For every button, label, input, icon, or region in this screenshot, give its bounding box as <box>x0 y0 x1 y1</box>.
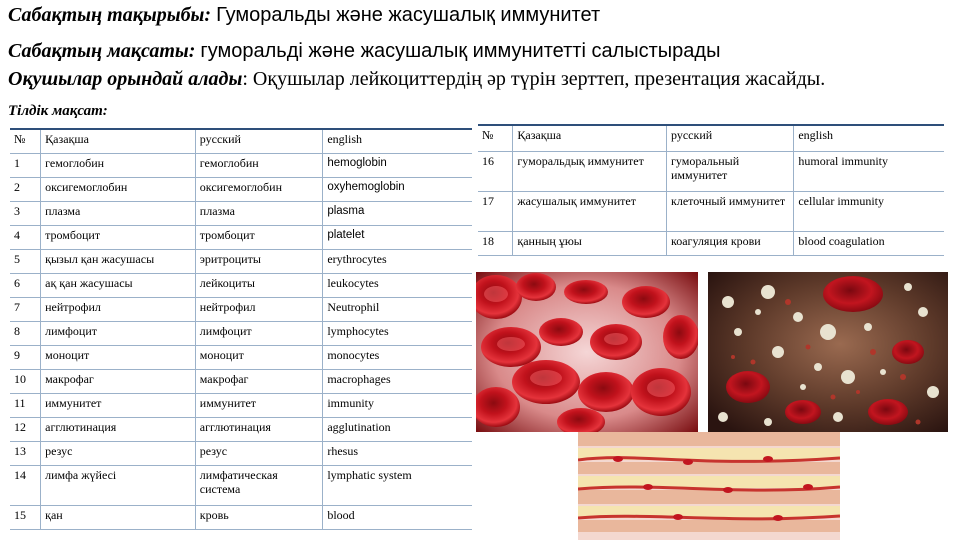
language-goal-label: Тілдік мақсат: <box>8 103 108 119</box>
cell-kazakh: моноцит <box>41 345 196 369</box>
table-row <box>10 273 472 297</box>
col-header-ru: русский <box>195 129 323 153</box>
cell-english: agglutination <box>323 417 472 441</box>
cell-english: plasma <box>323 201 472 225</box>
table-row <box>10 393 472 417</box>
cell-russian: лейкоциты <box>195 273 323 297</box>
cell-russian: коагуляция крови <box>667 231 794 255</box>
cell-number: 11 <box>10 393 41 417</box>
vocabulary-table-right <box>478 124 944 256</box>
cell-kazakh: лимфоцит <box>41 321 196 345</box>
cell-russian: кровь <box>195 505 323 529</box>
cell-english: rhesus <box>323 441 472 465</box>
cell-russian: оксигемоглобин <box>195 177 323 201</box>
table-row <box>10 177 472 201</box>
cell-english: monocytes <box>323 345 472 369</box>
cell-russian: тромбоцит <box>195 225 323 249</box>
cell-english: immunity <box>323 393 472 417</box>
lesson-topic-label: Сабақтың тақырыбы: <box>8 4 212 26</box>
lesson-goal-text: гуморальді және жасушалық иммунитетті салыстырады <box>200 40 721 62</box>
cell-english: cellular immunity <box>794 191 944 231</box>
cell-kazakh: қызыл қан жасушасы <box>41 249 196 273</box>
cell-kazakh: қанның ұюы <box>513 231 667 255</box>
cell-english: leukocytes <box>323 273 472 297</box>
muscle-fibers-image <box>578 432 840 540</box>
cell-number: 8 <box>10 321 41 345</box>
table-row <box>10 505 472 529</box>
cell-english: lymphocytes <box>323 321 472 345</box>
cell-kazakh: резус <box>41 441 196 465</box>
cell-kazakh: гемоглобин <box>41 153 196 177</box>
table-row <box>10 321 472 345</box>
cell-russian: макрофаг <box>195 369 323 393</box>
cell-kazakh: ақ қан жасушасы <box>41 273 196 297</box>
cell-kazakh: плазма <box>41 201 196 225</box>
vocabulary-table-left <box>10 128 472 530</box>
cell-english: humoral immunity <box>794 151 944 191</box>
cell-kazakh: гуморальдық иммунитет <box>513 151 667 191</box>
cell-number: 10 <box>10 369 41 393</box>
cell-kazakh: макрофаг <box>41 369 196 393</box>
cell-russian: агглютинация <box>195 417 323 441</box>
cell-russian: клеточный иммунитет <box>667 191 794 231</box>
table-row <box>10 417 472 441</box>
lesson-outcome-label: Оқушылар орындай алады <box>8 68 243 90</box>
cell-russian: моноцит <box>195 345 323 369</box>
lesson-topic <box>8 4 600 27</box>
cell-number: 5 <box>10 249 41 273</box>
cell-number: 6 <box>10 273 41 297</box>
cell-russian: иммунитет <box>195 393 323 417</box>
cell-number: 4 <box>10 225 41 249</box>
cell-english: blood <box>323 505 472 529</box>
cell-english: platelet <box>323 225 472 249</box>
cell-kazakh: агглютинация <box>41 417 196 441</box>
col-header-num: № <box>10 129 41 153</box>
cell-english: macrophages <box>323 369 472 393</box>
cell-english: erythrocytes <box>323 249 472 273</box>
table-row <box>478 191 944 231</box>
lesson-topic-text: Гуморальды және жасушалық иммунитет <box>216 4 601 26</box>
table-row <box>10 225 472 249</box>
cell-russian: плазма <box>195 201 323 225</box>
cell-number: 7 <box>10 297 41 321</box>
cell-number: 13 <box>10 441 41 465</box>
red-blood-cells-image <box>476 272 698 432</box>
cell-number: 3 <box>10 201 41 225</box>
col-header-kz: Қазақша <box>513 125 667 151</box>
cell-russian: резус <box>195 441 323 465</box>
cell-kazakh: тромбоцит <box>41 225 196 249</box>
cell-russian: эритроциты <box>195 249 323 273</box>
cell-kazakh: лимфа жүйесі <box>41 465 196 505</box>
table-row <box>10 441 472 465</box>
table-row <box>478 231 944 255</box>
col-header-num: № <box>478 125 513 151</box>
cell-english: Neutrophil <box>323 297 472 321</box>
cell-kazakh: иммунитет <box>41 393 196 417</box>
table-row <box>10 249 472 273</box>
table-row <box>10 465 472 505</box>
table-header-row <box>10 129 472 153</box>
cell-russian: нейтрофил <box>195 297 323 321</box>
cell-number: 1 <box>10 153 41 177</box>
cell-russian: гуморальный иммунитет <box>667 151 794 191</box>
col-header-ru: русский <box>667 125 794 151</box>
lesson-outcome <box>8 68 825 91</box>
cell-number: 12 <box>10 417 41 441</box>
blood-cells-plasma-image <box>708 272 948 432</box>
table-header-row <box>478 125 944 151</box>
table-row <box>10 345 472 369</box>
table-row <box>10 297 472 321</box>
table-row <box>10 153 472 177</box>
cell-english: oxyhemoglobin <box>323 177 472 201</box>
lesson-goal <box>8 40 720 63</box>
cell-number: 15 <box>10 505 41 529</box>
cell-number: 17 <box>478 191 513 231</box>
lesson-outcome-text: : Оқушылар лейкоциттердің әр түрін зерттеп, презентация жасайды. <box>242 68 826 90</box>
cell-russian: лимфоцит <box>195 321 323 345</box>
cell-russian: гемоглобин <box>195 153 323 177</box>
col-header-kz: Қазақша <box>41 129 196 153</box>
cell-number: 16 <box>478 151 513 191</box>
cell-kazakh: нейтрофил <box>41 297 196 321</box>
cell-kazakh: жасушалық иммунитет <box>513 191 667 231</box>
cell-number: 18 <box>478 231 513 255</box>
lesson-goal-label: Сабақтың мақсаты: <box>8 40 196 62</box>
cell-russian: лимфатическая система <box>195 465 323 505</box>
col-header-en: english <box>794 125 944 151</box>
col-header-en: english <box>323 129 472 153</box>
table-row <box>478 151 944 191</box>
cell-english: blood coagulation <box>794 231 944 255</box>
table-row <box>10 369 472 393</box>
table-row <box>10 201 472 225</box>
cell-number: 14 <box>10 465 41 505</box>
cell-kazakh: қан <box>41 505 196 529</box>
cell-number: 9 <box>10 345 41 369</box>
cell-kazakh: оксигемоглобин <box>41 177 196 201</box>
cell-english: hemoglobin <box>323 153 472 177</box>
cell-number: 2 <box>10 177 41 201</box>
cell-english: lymphatic system <box>323 465 472 505</box>
